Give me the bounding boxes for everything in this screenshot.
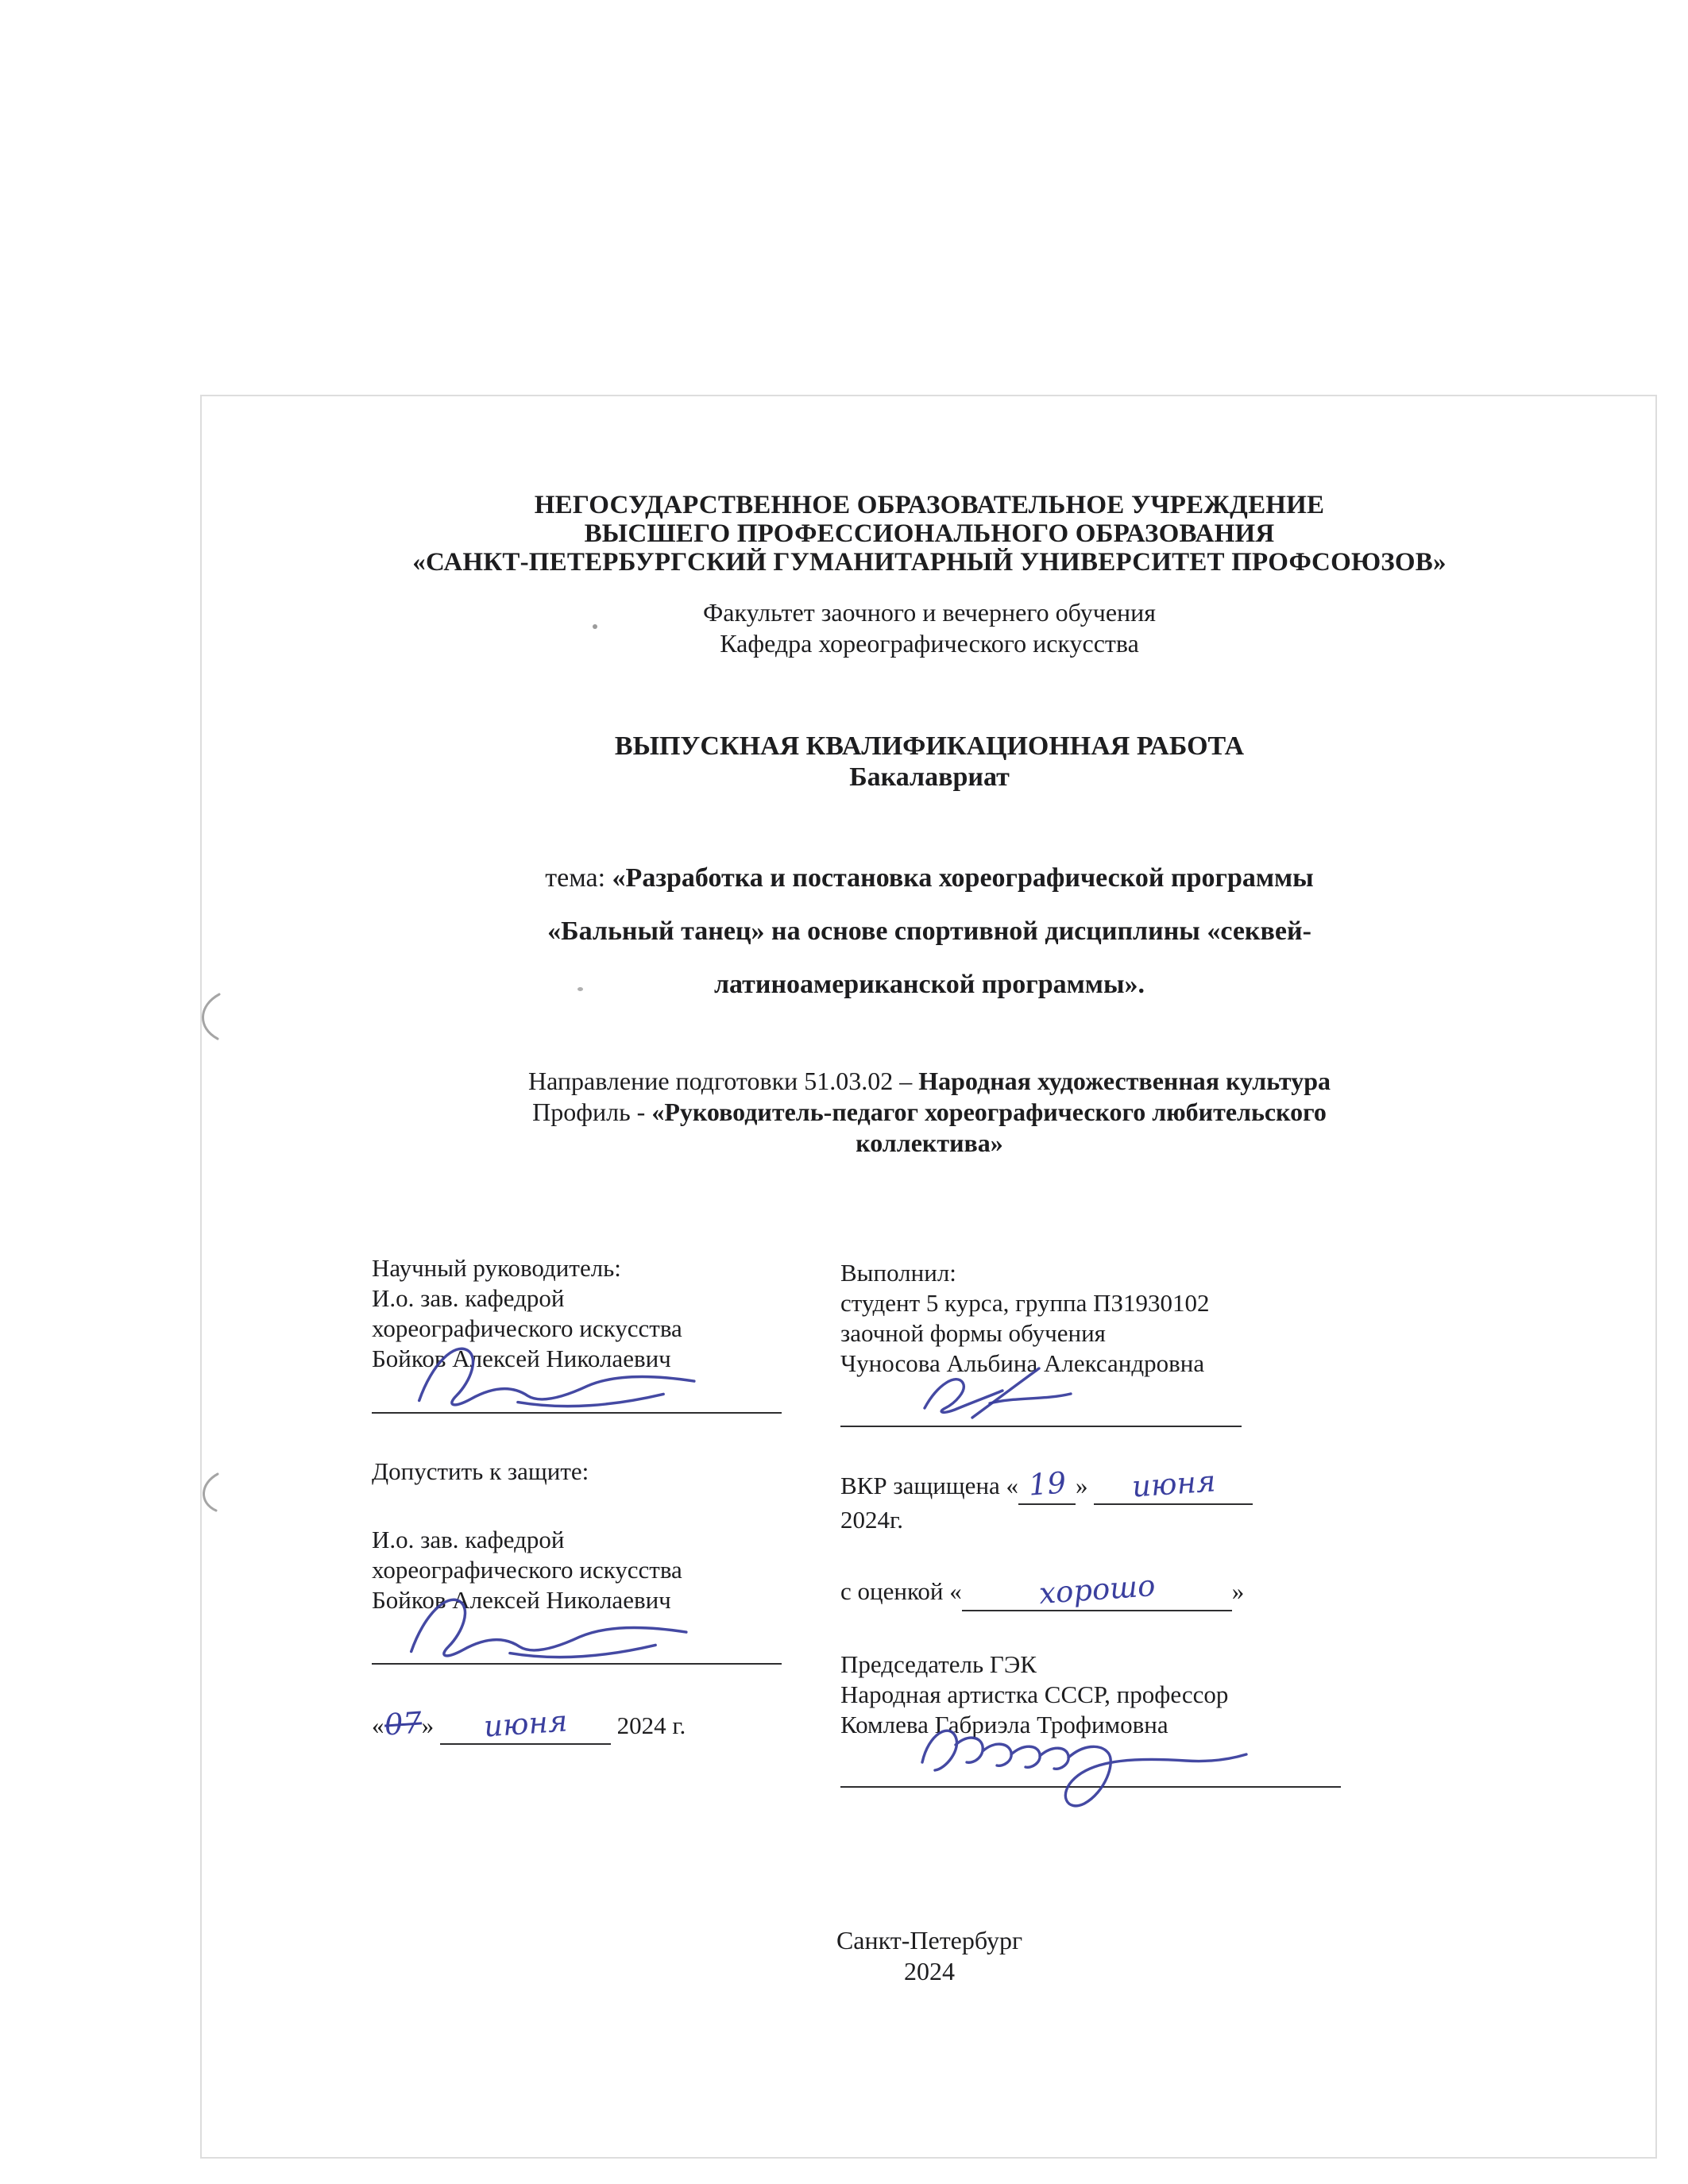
chair-title: Народная артистка СССР, профессор xyxy=(840,1680,1229,1708)
chair-name: Комлева Габриэла Трофимовна xyxy=(840,1711,1168,1738)
degree-line: Бакалавриат xyxy=(849,762,1010,792)
admit-label: Допустить к защите: xyxy=(372,1457,589,1485)
faculty-line: Факультет заочного и вечернего обучения xyxy=(703,598,1156,627)
handwritten-month: июня xyxy=(482,1704,569,1744)
supervisor-position2: хореографического искусства xyxy=(372,1314,682,1342)
admit-name: Бойков Алексей Николаевич xyxy=(372,1586,671,1614)
hole-punch-mark xyxy=(191,1469,226,1517)
faculty-department xyxy=(203,597,1656,659)
performed-label: Выполнил: xyxy=(840,1259,956,1287)
institution-line3: «САНКТ-ПЕТЕРБУРГСКИЙ ГУМАНИТАРНЫЙ УНИВЕРСИТЕТ ПРОФСОЮЗОВ» xyxy=(412,548,1447,577)
handwritten-day: 07 xyxy=(383,1705,423,1742)
department-line: Кафедра хореографического искусства xyxy=(720,629,1139,658)
work-title xyxy=(203,731,1656,793)
signature-chunosova xyxy=(896,1351,1134,1430)
date-quote-close: » xyxy=(421,1711,435,1739)
institution-line2: ВЫСШЕГО ПРОФЕССИОНАЛЬНОГО ОБРАЗОВАНИЯ xyxy=(584,519,1275,548)
direction-profile-section xyxy=(203,1066,1656,1159)
grade-line xyxy=(840,1568,1432,1611)
handwritten-grade: хорошо xyxy=(1037,1568,1157,1611)
defense-day-underline xyxy=(1018,1465,1076,1505)
supervisor-position1: И.о. зав. кафедрой xyxy=(372,1284,565,1312)
defense-month-underline xyxy=(1094,1464,1253,1505)
theme-label: тема: xyxy=(545,863,612,893)
direction-line xyxy=(203,1066,1656,1097)
footer xyxy=(203,1925,1656,1987)
chair-signature-line xyxy=(840,1746,1341,1788)
grade-suffix: » xyxy=(1231,1577,1245,1605)
date-month-underline xyxy=(440,1704,611,1745)
theme-section xyxy=(238,851,1620,1011)
student-signature-line xyxy=(840,1390,1242,1427)
defense-date-line xyxy=(840,1464,1432,1505)
signature-boykov-1 xyxy=(396,1333,737,1422)
hole-punch-mark xyxy=(189,990,227,1044)
defense-prefix: ВКР защищена « xyxy=(840,1472,1019,1499)
profile-label: Профиль - xyxy=(532,1098,652,1126)
supervisor-name: Бойков Алексей Николаевич xyxy=(372,1345,671,1372)
supervisor-signature-line xyxy=(372,1377,782,1414)
direction-value: Народная художественная культура xyxy=(918,1067,1331,1095)
theme-line2: «Бальный танец» на основе спортивной дисциплины «секвей- xyxy=(547,916,1311,946)
admit-date-line xyxy=(372,1704,836,1745)
profile-value-line1: «Руководитель-педагог хореографического любительского xyxy=(651,1098,1327,1126)
admit-position1: И.о. зав. кафедрой xyxy=(372,1526,565,1553)
signature-boykov-2 xyxy=(388,1584,729,1673)
work-title-line: ВЫПУСКНАЯ КВАЛИФИКАЦИОННАЯ РАБОТА xyxy=(614,731,1245,761)
profile-value-line2: коллектива» xyxy=(856,1129,1003,1157)
left-column xyxy=(372,1253,836,1745)
footer-city: Санкт-Петербург xyxy=(836,1926,1023,1954)
profile-line1 xyxy=(203,1097,1656,1128)
theme-line1 xyxy=(238,851,1620,905)
student-line2: заочной формы обучения xyxy=(840,1319,1106,1347)
supervisor-label: Научный руководитель: xyxy=(372,1254,621,1282)
handwritten-defense-day: 19 xyxy=(1027,1465,1068,1503)
date-year: 2024 г. xyxy=(616,1711,686,1739)
admit-position2: хореографического искусства xyxy=(372,1556,682,1584)
theme-line3: латиноамериканской программы». xyxy=(713,970,1145,999)
direction-label: Направление подготовки 51.03.02 – xyxy=(527,1067,919,1095)
grade-underline xyxy=(962,1568,1232,1611)
signature-komleva xyxy=(896,1696,1269,1815)
student-line1: студент 5 курса, группа ПЗ1930102 xyxy=(840,1289,1210,1317)
grade-prefix: с оценкой « xyxy=(840,1577,962,1605)
defense-year: 2024г. xyxy=(840,1506,903,1534)
theme-text1: «Разработка и постановка хореографической программы xyxy=(612,863,1314,893)
right-column xyxy=(840,1258,1432,1788)
institution-header xyxy=(203,491,1656,577)
institution-line1: НЕГОСУДАРСТВЕННОЕ ОБРАЗОВАТЕЛЬНОЕ УЧРЕЖДЕНИЕ xyxy=(534,491,1325,519)
admit-signature-line xyxy=(372,1628,782,1665)
chair-label: Председатель ГЭК xyxy=(840,1650,1037,1678)
student-name: Чуносова Альбина Александровна xyxy=(840,1349,1205,1377)
defense-infix: » xyxy=(1076,1472,1088,1499)
handwritten-defense-month: июня xyxy=(1130,1464,1217,1504)
date-quote-open: « xyxy=(372,1711,384,1739)
footer-year: 2024 xyxy=(904,1957,955,1985)
